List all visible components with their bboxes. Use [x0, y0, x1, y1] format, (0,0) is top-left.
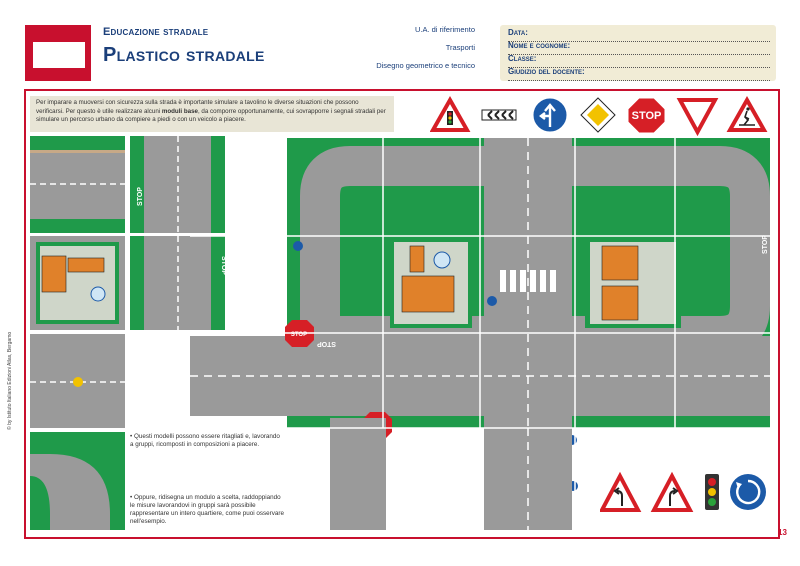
mandatory-direction-sign-icon: [533, 98, 567, 132]
module-crossroad: [30, 334, 125, 428]
note-1: • Questi modelli possono essere ritagliati e, lavorando a gruppi, ricomposti in composizioni a piacere.: [130, 433, 280, 448]
bottom-signs: [600, 470, 770, 514]
module-houses: [30, 236, 125, 330]
road-stop-text: STOP: [317, 340, 336, 347]
ua-label: U.A. di riferimento: [414, 25, 475, 34]
form-field-nome[interactable]: Nome e cognome:: [508, 41, 770, 55]
module-tjunction: [30, 136, 125, 233]
note-2: • Oppure, ridisegna un modulo a scelta, raddoppiando le misure lavorandovi in gruppi sarà possibile rappresentare un intero quartiere, come puoi osservare nell'esempio.: [130, 494, 285, 525]
intro-text: Per imparare a muoversi con sicurezza sulla strada è importante simulare a tavolino le diverse situazioni che possono verificarsi. Per questo è utile realizzare alcuni moduli base, da comporre opportunamente, cui sovrapporre i segnali stradali per simulare un percorso urbano da compiere a piedi o con un veicolo a piacere.: [30, 96, 394, 132]
ua-block: [330, 25, 475, 79]
module-bottom-vertical: [484, 428, 572, 530]
subject-label: Educazione stradale: [103, 26, 209, 38]
page-title: Plastico stradale: [103, 44, 265, 66]
stop-sign-text: STOP: [290, 332, 308, 338]
module-bottom-left: [330, 418, 386, 530]
ua-item: Disegno geometrico e tecnico: [376, 61, 475, 70]
form-field-classe[interactable]: Classe:: [508, 54, 770, 68]
give-way-sign-icon: [680, 100, 715, 132]
form-field-giudizio[interactable]: Giudizio del docente:: [508, 67, 770, 81]
curve-left-sign-icon: [602, 476, 638, 510]
traffic-light-icon: [705, 474, 719, 510]
road-signs-row: [430, 94, 770, 136]
traffic-light-warning-sign-icon: [433, 100, 467, 130]
credit-line: © by Istituto Italiano Edizioni Atlas, Bergamo: [7, 331, 13, 430]
student-form: [500, 25, 776, 81]
stop-sign-icon: [628, 98, 665, 133]
curve-right-sign-icon: [654, 476, 690, 510]
module-straight-vertical-2: [130, 236, 227, 330]
module-straight-vertical: [130, 136, 225, 233]
chevron-arrows-icon: [482, 110, 516, 120]
module-corner: [30, 432, 125, 530]
page-number: 13: [778, 528, 787, 537]
roundabout-sign-icon: [730, 474, 766, 510]
chapter-logo: [25, 25, 91, 81]
form-field-data[interactable]: Data:: [508, 28, 770, 42]
priority-road-sign-icon: [581, 98, 615, 132]
road-stop-text: STOP: [137, 187, 144, 206]
ua-item: Trasporti: [445, 43, 475, 52]
stop-sign-text: STOP: [631, 110, 662, 122]
road-stop-text: STOP: [220, 256, 227, 275]
road-stop-text: STOP: [762, 235, 769, 254]
pedestrian-crossing-sign-icon: [730, 100, 764, 130]
